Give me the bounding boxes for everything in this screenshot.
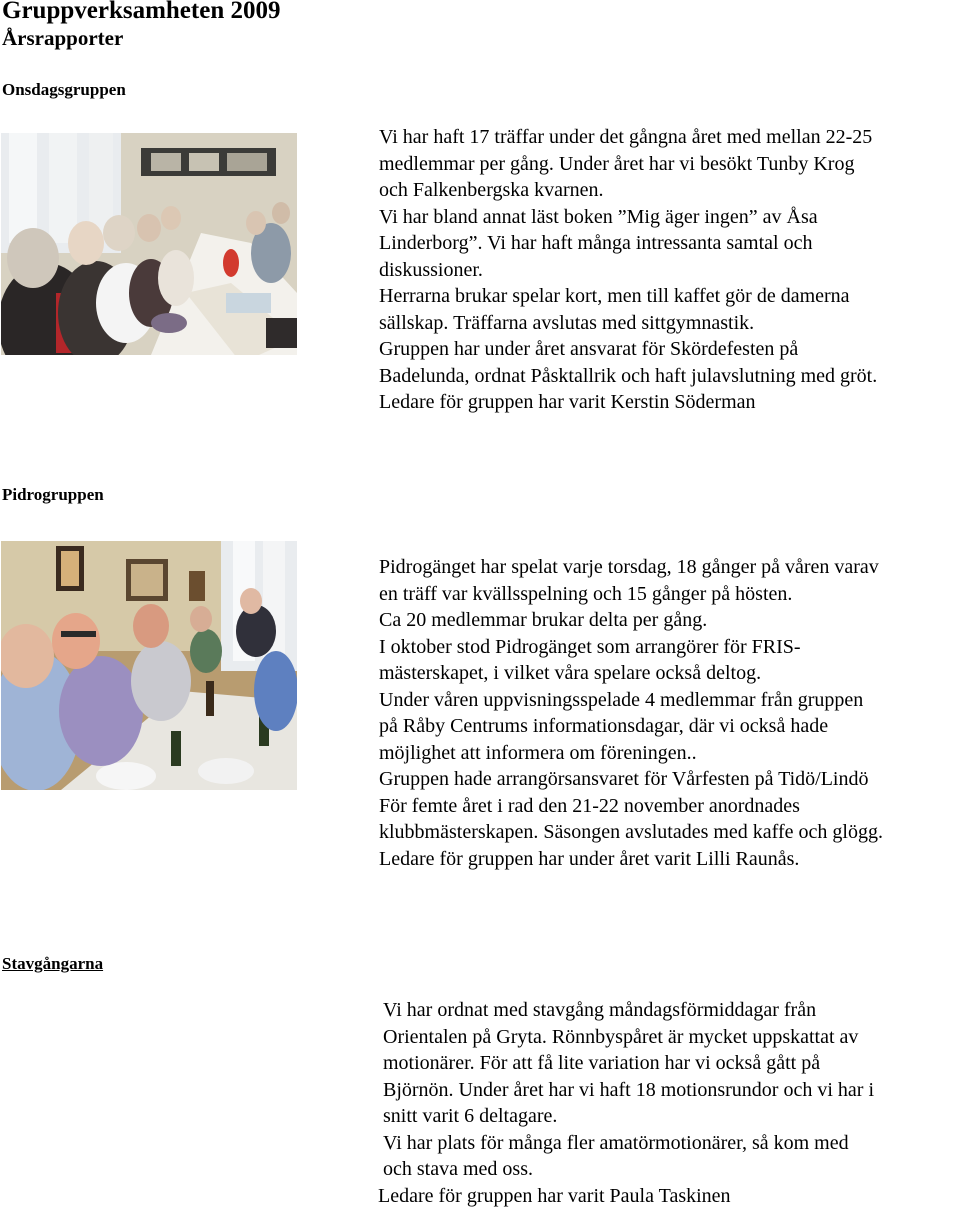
text-line: möjlighet att informera om föreningen.. [379,741,697,764]
text-line: Orientalen på Gryta. Rönnbyspåret är mycket uppskattat av [383,1025,859,1048]
text-line: Gruppen hade arrangörsansvaret för Vårfesten på Tidö/Lindö [379,768,869,790]
text-line: medlemmar per gång. Under året har vi besökt Tunby Krog [379,152,855,175]
photo-onsdagsgruppen [1,133,297,355]
document-subtitle: Årsrapporter [2,26,124,50]
text-line: Under våren uppvisningsspelade 4 medlemmar från gruppen [379,688,864,711]
text-line: Ledare för gruppen har varit Kerstin Söderman [379,391,756,413]
text-line: snitt varit 6 deltagare. [383,1105,558,1127]
section-heading-pidrogruppen: Pidrogruppen [2,485,104,504]
text-line: och stava med oss. [383,1158,533,1180]
text-line: Badelunda, ordnat Påsktallrik och haft julavslutning med gröt. [379,364,878,387]
text-line: Ca 20 medlemmar brukar delta per gång. [379,609,708,631]
text-line: Linderborg”. Vi har haft många intressanta samtal och [379,232,813,254]
text-line: mästerskapet, i vilket våra spelare också deltog. [379,662,762,684]
text-line: Björnön. Under året har vi haft 18 motionsrundor och vi har i [383,1078,874,1101]
photo-pidrogruppen [1,541,297,790]
text-line: För femte året i rad den 21-22 november anordnades [379,794,800,817]
text-line: motionärer. För att få lite variation har vi också gått på [383,1052,821,1074]
text-line: en träff var kvällsspelning och 15 gånger på hösten. [379,582,793,605]
text-line: Vi har bland annat läst boken ”Mig äger ingen” av Åsa [379,205,818,228]
section-heading-onsdagsgruppen: Onsdagsgruppen [2,80,126,99]
text-line: Vi har plats för många fler amatörmotionärer, så kom med [383,1131,849,1154]
section-heading-stavgangarna: Stavgångarna [2,954,104,973]
text-line: I oktober stod Pidrogänget som arrangörer för FRIS- [379,635,801,658]
text-line: Vi har ordnat med stavgång måndagsförmiddagar från [383,999,817,1021]
text-line: Herrarna brukar spelar kort, men till kaffet gör de damerna [379,285,850,307]
text-line: Vi har haft 17 träffar under det gångna året med mellan 22-25 [379,126,873,148]
section-text-pidrogruppen [379,554,883,872]
text-line: Pidrogänget har spelat varje torsdag, 18 gånger på våren varav [379,556,879,578]
text-line: på Råby Centrums informationsdagar, där vi också hade [379,715,829,737]
text-line: sällskap. Träffarna avslutas med sittgymnastik. [379,311,755,334]
text-line: Ledare för gruppen har varit Paula Taskinen [378,1184,731,1207]
text-line: Ledare för gruppen har under året varit Lilli Raunås. [379,847,800,870]
section-text-stavgangarna [378,997,874,1209]
text-line: klubbmästerskapen. Säsongen avslutades med kaffe och glögg. [379,821,883,843]
text-line: diskussioner. [379,258,483,281]
text-line: och Falkenbergska kvarnen. [379,179,604,201]
section-text-onsdagsgruppen [379,124,877,416]
text-line: Gruppen har under året ansvarat för Skördefesten på [379,338,799,360]
document-title: Gruppverksamheten 2009 [2,0,281,24]
